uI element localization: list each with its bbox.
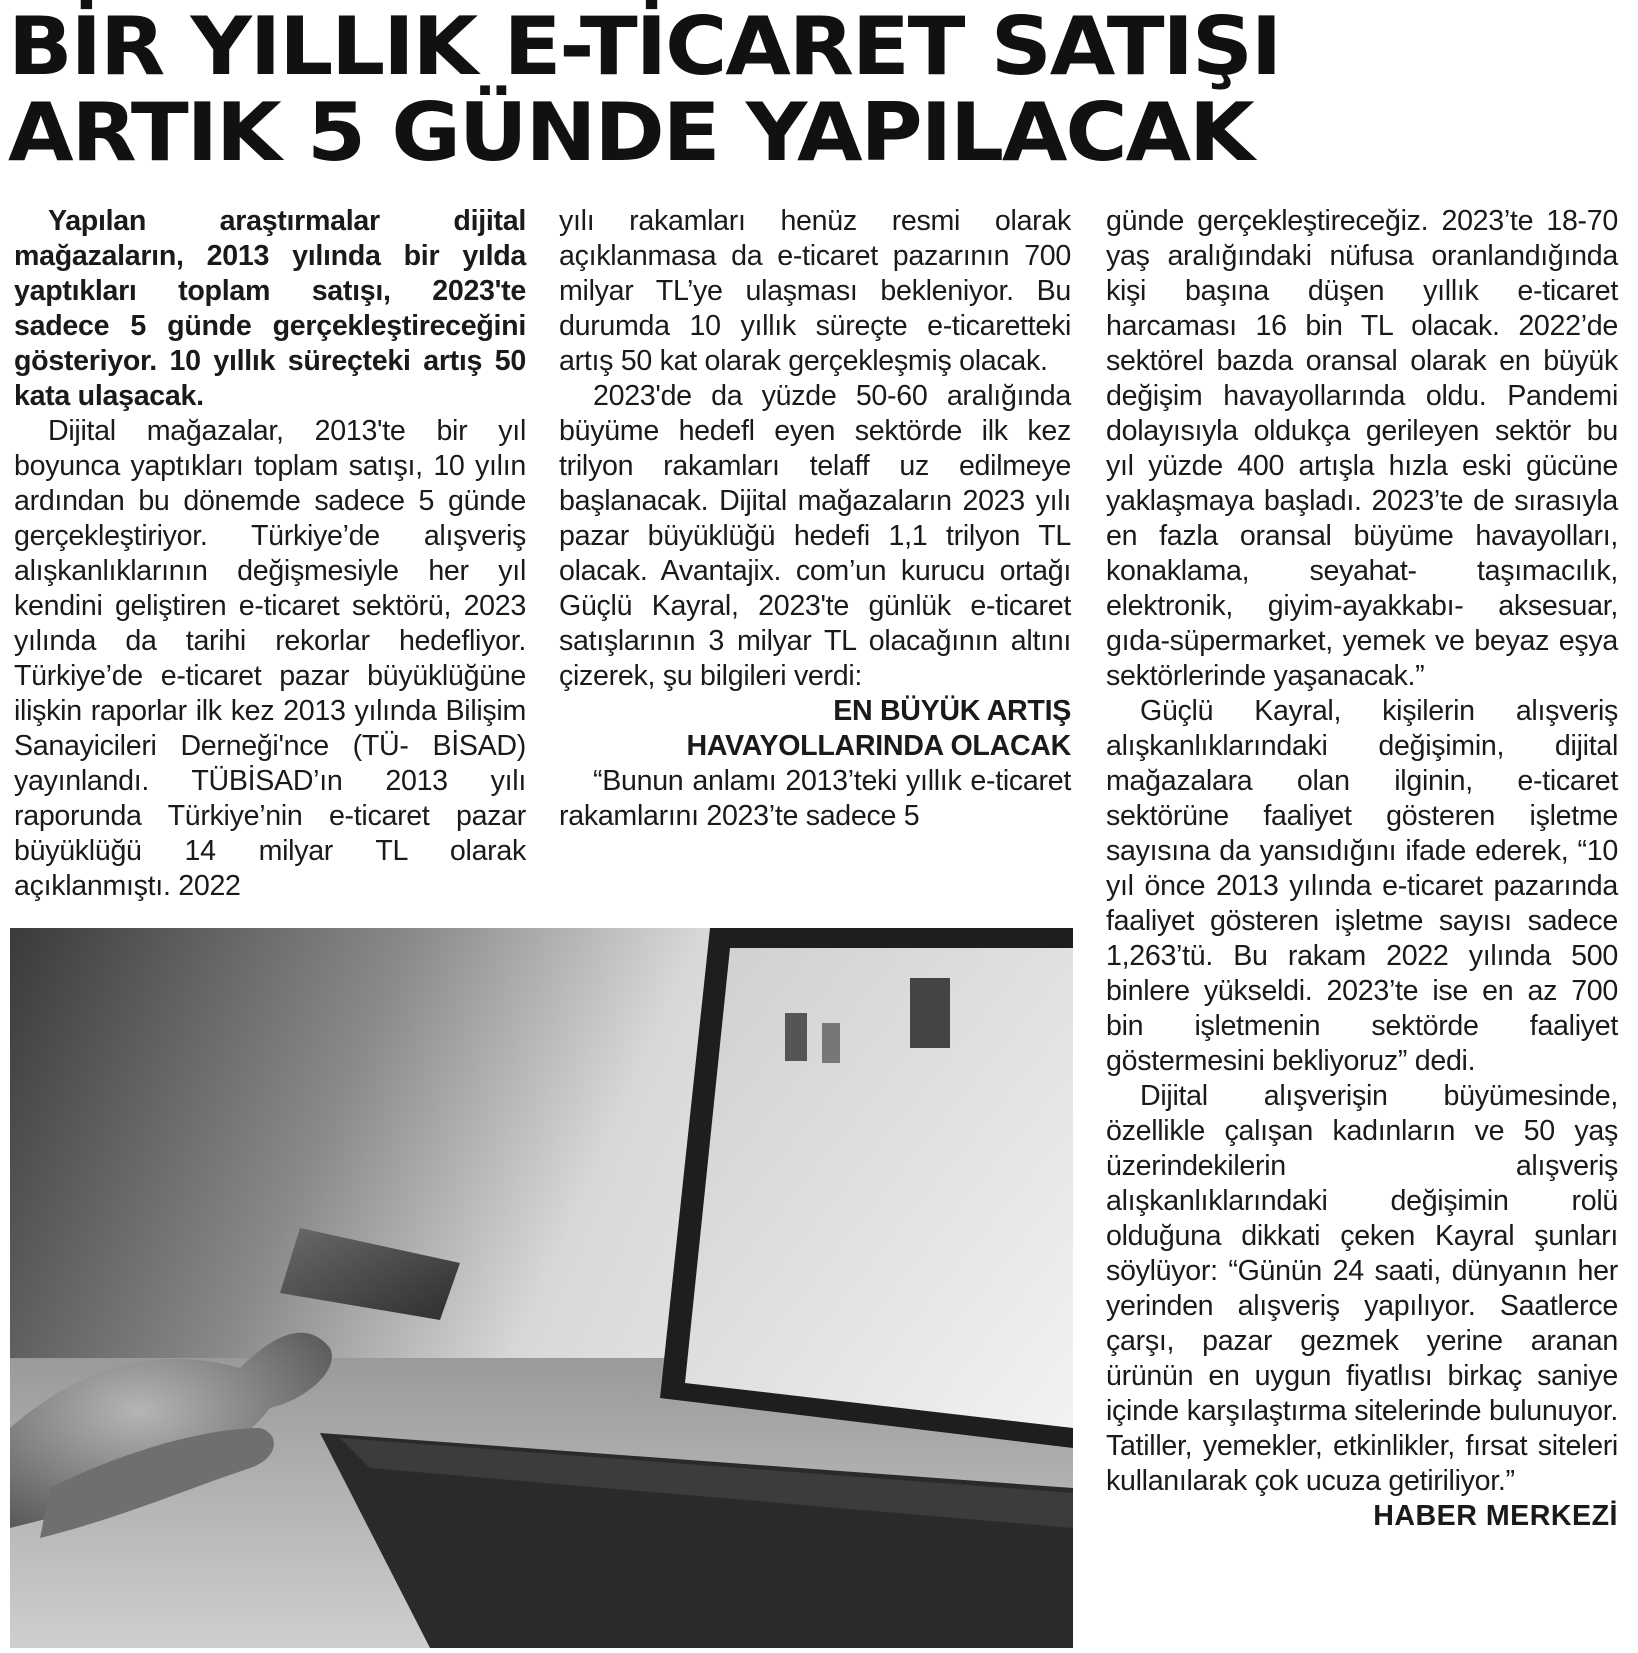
article-column-2 <box>559 204 1071 834</box>
article-lead: Yapılan araştırmalar dijital mağazaların, 2013 yılında bir yılda yaptıkları toplam satışı, 2023'te sadece 5 günde gerçekleştireceğini gösteriyor. 10 yıllık süreçteki artış 50 kata ulaşacak. <box>14 205 526 412</box>
article-paragraph: yılı rakamları henüz resmi olarak açıklanmasa da e-ticaret pazarının 700 milyar TL’ye ulaşması bekleniyor. Bu durumda 10 yıllık süreçte e-ticaretteki artış 50 kat olarak gerçekleşmiş olacak. <box>559 205 1071 377</box>
article-column-1 <box>14 204 526 904</box>
photo-hand-credit-card-laptop <box>10 928 1073 1648</box>
headline <box>8 0 1638 179</box>
article-paragraph: Güçlü Kayral, kişilerin alışveriş alışkanlıklarındaki değişimin, dijital mağazalara olan ilginin, e-ticaret sektörüne faaliyet gösteren işletme sayısına da yansıdığını ifade ederek, “10 yıl önce 2013 yılında e-ticaret pazarında faaliyet gösteren işletme sayısı sadece 1,263’tü. Bu rakam 2022 yılında 500 binlere yükseldi. 2023’te ise en az 700 bin işletmenin sektörde faaliyet göstermesini bekliyoruz” dedi. <box>1106 695 1618 1077</box>
article-photo <box>10 928 1073 1648</box>
article-paragraph <box>1106 1079 1618 1532</box>
section-subhead-line-2: HAVAYOLLARINDA OLACAK <box>686 730 1071 762</box>
headline-line-2: ARTIK 5 GÜNDE YAPILACAK <box>8 86 1253 179</box>
headline-line-1: BİR YILLIK E-TİCARET SATIŞI <box>8 0 1281 93</box>
article-paragraph-text: Dijital alışverişin büyümesinde, özellikle çalışan kadınların ve 50 yaş üzerindekilerin alışveriş alışkanlıklarındaki değişimin rolü olduğuna dikkati çeken Kayral şunları söylüyor: “Günün 24 saati, dünyanın her yerinden alışveriş yapılıyor. Saatlerce çarşı, pazar gezmek yerine aranan ürünün en uygun fiyatlısı birkaç saniye içinde karşılaştırma sitelerinde bulunuyor. Tatiller, yemekler, etkinlikler, fırsat siteleri kullanılarak çok ucuza getiriliyor.” <box>1106 1080 1618 1497</box>
article-paragraph: Dijital mağazalar, 2013'te bir yıl boyunca yaptıkları toplam satışı, 10 yılın ardından bu dönemde sadece 5 günde gerçekleştiriyor. Türkiye’de alışveriş alışkanlıklarının değişmesiyle her yıl kendini geliştiren e-ticaret sektörü, 2023 yılında da tarihi rekorlar hedefliyor. Türkiye’de e-ticaret pazar büyüklüğüne ilişkin raporlar ilk kez 2013 yılında Bilişim Sanayicileri Derneği'nce (TÜ- BİSAD) yayınlandı. TÜBİSAD’ın 2013 yılı raporunda Türkiye’nin e-ticaret pazar büyüklüğü 14 milyar TL olarak açıklanmıştı. 2022 <box>14 415 526 902</box>
article-paragraph: günde gerçekleştireceğiz. 2023’te 18-70 yaş aralığındaki nüfusa oranlandığında kişi başına düşen yıllık e-ticaret harcaması 16 bin TL olacak. 2022’de sektörel bazda oransal olarak en büyük değişim havayollarında oldu. Pandemi dolayısıyla oldukça gerileyen sektör bu yıl yüzde 400 artışla hızla eski gücüne yaklaşmaya başladı. 2023’te de sırasıyla en fazla oransal büyüme havayolları, konaklama, seyahat- taşımacılık, elektronik, giyim-ayakkabı- aksesuar, gıda-süpermarket, yemek ve beyaz eşya sektörlerinde yaşanacak.” <box>1106 205 1618 692</box>
byline: HABER MERKEZİ <box>1373 1500 1618 1532</box>
article-column-3 <box>1106 204 1618 1534</box>
article-paragraph: 2023'de da yüzde 50-60 aralığında büyüme hedefl eyen sektörde ilk kez trilyon rakamları telaff uz edilmeye başlanacak. Dijital mağazaların 2023 yılı pazar büyüklüğü hedefi 1,1 trilyon TL olacak. Avantajix. com’un kurucu ortağı Güçlü Kayral, 2023'te günlük e-ticaret satışlarının 3 milyar TL olacağının altını çizerek, şu bilgileri verdi: <box>559 380 1071 692</box>
article-paragraph: “Bunun anlamı 2013’teki yıllık e-ticaret rakamlarını 2023’te sadece 5 <box>559 765 1071 832</box>
section-subhead-line-1: EN BÜYÜK ARTIŞ <box>833 695 1071 727</box>
